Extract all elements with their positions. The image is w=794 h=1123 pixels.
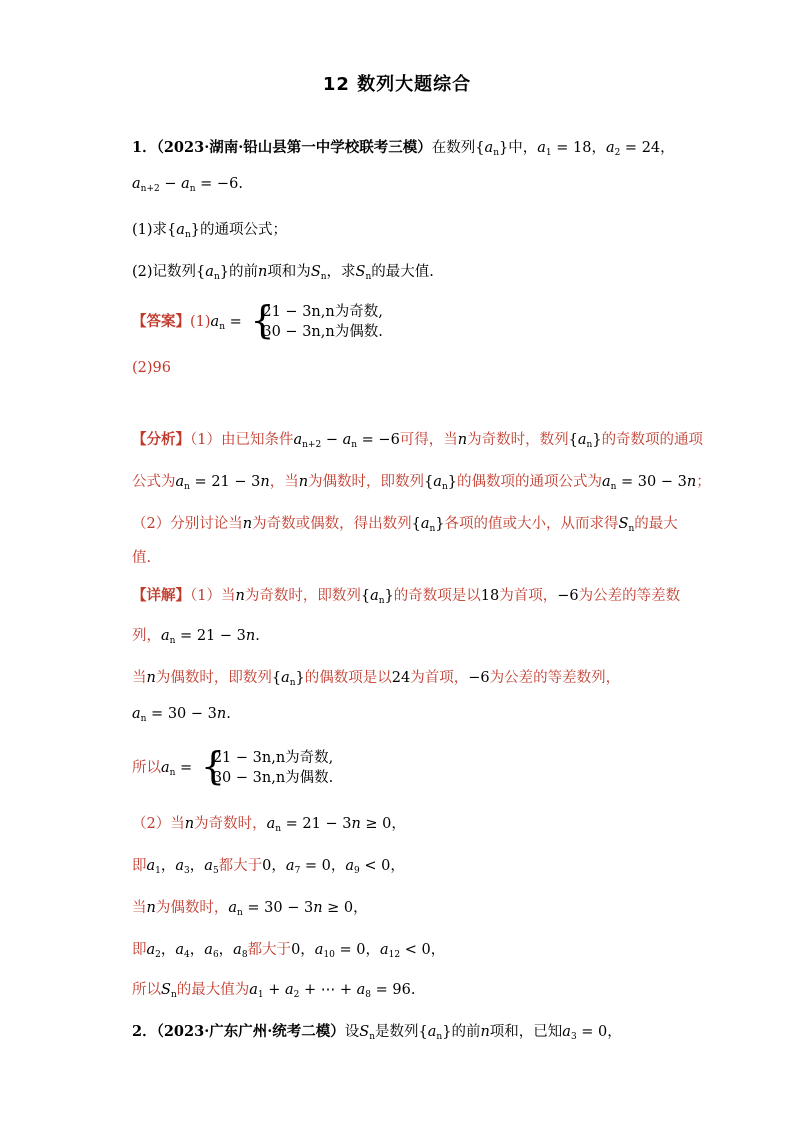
q1-number: 1． bbox=[132, 139, 157, 156]
detail-label: 【详解】 bbox=[132, 587, 190, 604]
q2-source: （2023·广东广州·统考二模） bbox=[156, 1023, 345, 1040]
analysis-line3: （2）分别讨论当n为奇数或偶数，得出数列$\{a_n\}$各项的值或大小，从而求得$S_n$的最大 bbox=[132, 516, 678, 534]
q1-stem-line: 1．（2023·湖南·铅山县第一中学校联考三模）在数列$\{a_n\}$中，$a_1 = 18$，$a_2 = 24$， bbox=[132, 139, 675, 158]
answer-label: 【答案】 bbox=[132, 313, 190, 330]
q2-stem-line: 2．（2023·广东广州·统考二模）设$S_n$是数列$\{a_n\}$的前n项和，已知$a_3 = 0$， bbox=[132, 1023, 622, 1042]
detail-line10: 所以$S_n$的最大值为$a_1 + a_2$ + ⋯ + $a_8 = 96$. bbox=[132, 982, 416, 1000]
analysis-line4: 值. bbox=[132, 550, 152, 566]
detail-cases: { 21 − 3n,n为奇数, 30 − 3n,n为偶数. bbox=[200, 744, 334, 788]
q2-number: 2． bbox=[132, 1023, 157, 1040]
detail-line7: 即$a_1$，$a_3$，$a_5$都大于0，$a_7 = 0$，$a_9 < 0$， bbox=[132, 858, 405, 876]
q1-part2: (2)记数列$\{a_n\}$的前n项和为$S_n$，求$S_n$的最大值. bbox=[132, 264, 434, 282]
answer-cases: { 21 − 3n,n为奇数, 30 − 3n,n为偶数. bbox=[250, 298, 383, 342]
detail-line8: 当n为偶数时，$a_n = 30 - 3n \ge 0$， bbox=[132, 900, 368, 918]
page-title: 12 数列大题综合 bbox=[322, 74, 472, 95]
answer-part2: (2)96 bbox=[132, 360, 171, 376]
detail-line9: 即$a_2$，$a_4$，$a_6$，$a_8$都大于0，$a_{10} = 0$，$a_{12} < 0$， bbox=[132, 942, 446, 960]
detail-line4: $a_n = 30 - 3n$. bbox=[132, 706, 231, 724]
analysis-line2: 公式为$a_n = 21 - 3n$，当n为偶数时，即数列$\{a_n\}$的偶数项的通项公式为$a_n = 30 - 3n$； bbox=[132, 474, 711, 492]
answer-line: 【答案】$(1)a_n$ = { 21 − 3n,n为奇数, 30 − 3n,n为偶数. bbox=[132, 298, 383, 342]
detail-line6: （2）当n为奇数时，$a_n = 21 - 3n \ge 0$， bbox=[132, 816, 406, 834]
detail-line2: 列，$a_n = 21 - 3n$. bbox=[132, 628, 260, 646]
q1-source: （2023·湖南·铅山县第一中学校联考三模） bbox=[156, 139, 432, 156]
detail-line1: 【详解】（1）当n为奇数时，即数列$\{a_n\}$的奇数项是以18为首项，−6为公差的等差数 bbox=[132, 587, 681, 606]
detail-line5: 所以$a_n$ = { 21 − 3n,n为奇数, 30 − 3n,n为偶数. bbox=[132, 744, 334, 788]
q1-part1: (1)求$\{a_n\}$的通项公式； bbox=[132, 222, 287, 240]
analysis-line1: 【分析】（1）由已知条件$a_{n+2} - a_n = -6$可得，当n为奇数时，数列$\{a_n\}$的奇数项的通项 bbox=[132, 431, 704, 450]
detail-line3: 当n为偶数时，即数列$\{a_n\}$的偶数项是以24为首项，−6为公差的等差数列， bbox=[132, 670, 621, 688]
analysis-label: 【分析】 bbox=[132, 431, 190, 448]
q1-recurrence: $a_{n+2} - a_n = -6$. bbox=[132, 176, 243, 194]
